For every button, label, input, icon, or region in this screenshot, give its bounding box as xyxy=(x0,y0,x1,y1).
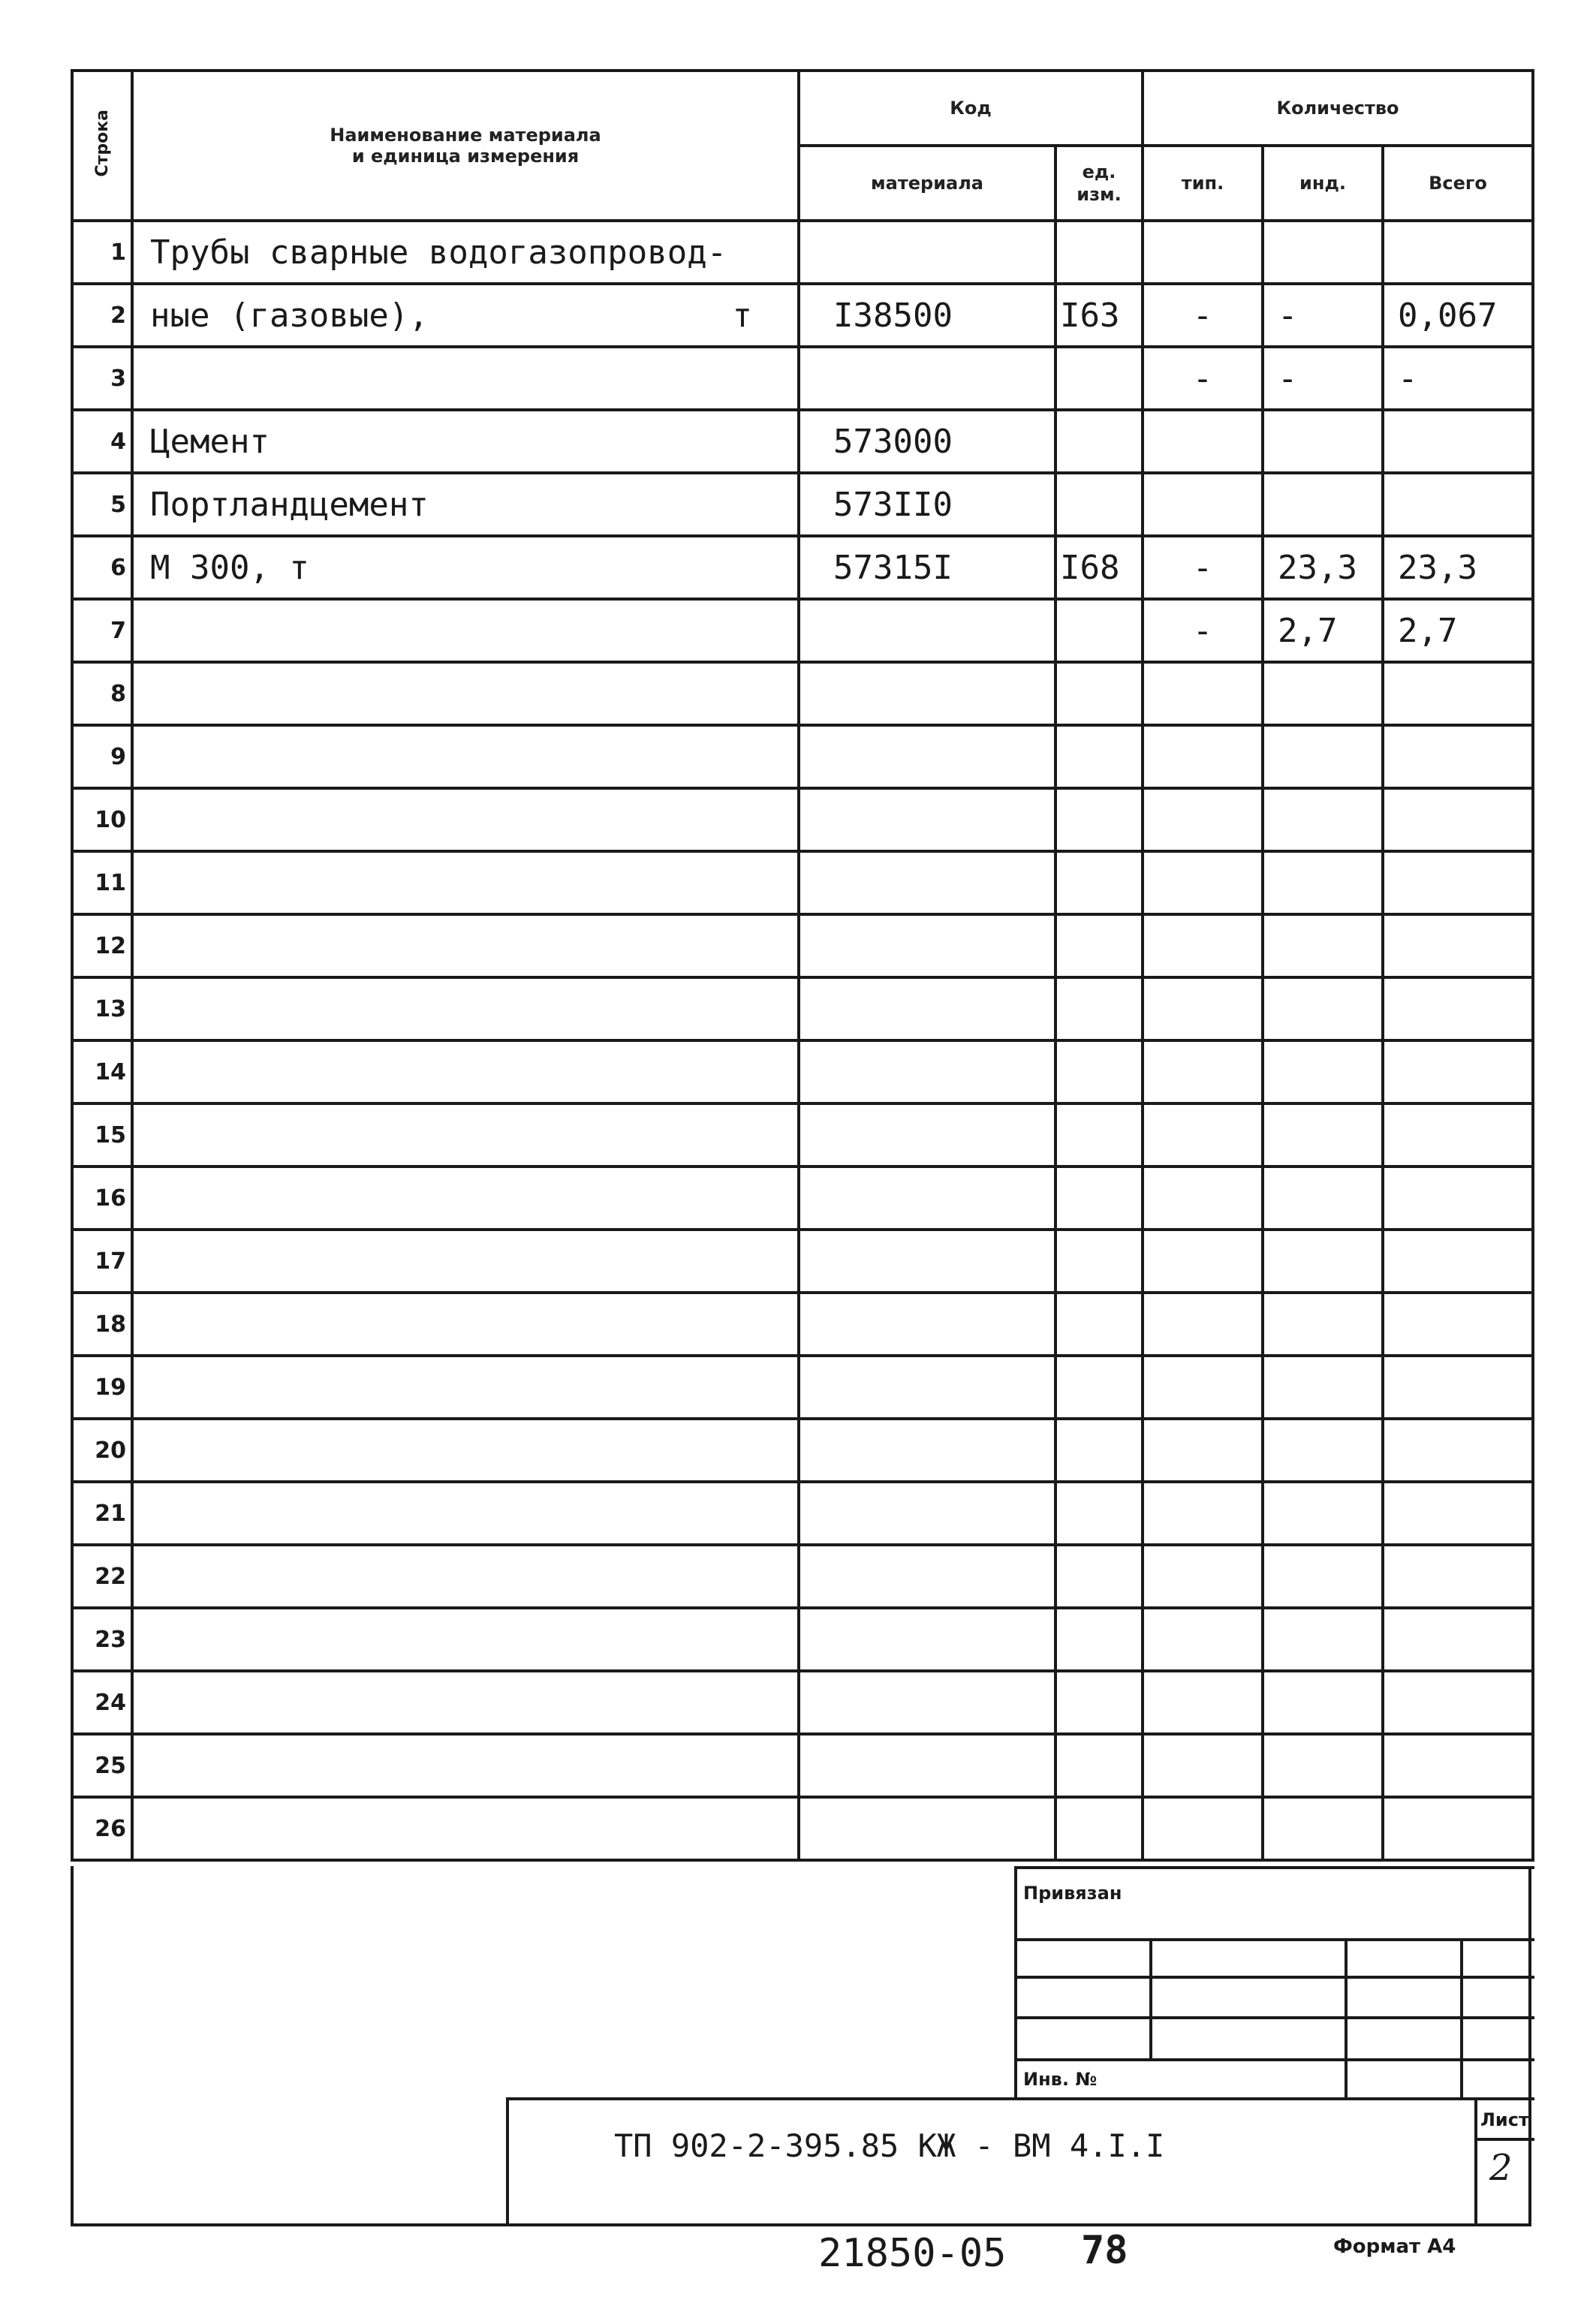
row-number: 24 xyxy=(95,1689,126,1716)
row-number: 25 xyxy=(95,1752,126,1779)
unit-code-cell xyxy=(1055,1797,1143,1860)
table-row xyxy=(72,1734,1533,1797)
sheet-number: 2 xyxy=(1489,2147,1513,2189)
table-row xyxy=(72,1419,1533,1482)
unit-code-header: ед. изм. xyxy=(1055,146,1143,221)
qty-typ-cell xyxy=(1143,851,1263,914)
table-row xyxy=(72,1482,1533,1545)
unit-code-cell xyxy=(1055,977,1143,1040)
qty-total-cell xyxy=(1383,1293,1533,1356)
quantity-group-header: Количество xyxy=(1143,71,1533,146)
row-number: 12 xyxy=(95,932,126,959)
material-name-cell xyxy=(132,599,799,662)
row-number: 13 xyxy=(95,995,126,1022)
qty-ind-cell xyxy=(1263,1419,1383,1482)
material-code-cell xyxy=(799,1482,1055,1545)
qty-total-cell xyxy=(1383,914,1533,977)
material-code-cell xyxy=(799,851,1055,914)
unit-code-cell xyxy=(1055,410,1143,473)
row-number: 3 xyxy=(110,365,126,392)
qty-total-cell xyxy=(1383,1040,1533,1103)
qty-total-cell xyxy=(1383,788,1533,851)
row-number: 8 xyxy=(110,680,126,707)
qty-ind: - xyxy=(1278,296,1298,335)
qty-ind-cell xyxy=(1263,1356,1383,1419)
unit-code-cell xyxy=(1055,662,1143,725)
material-name: Цемент xyxy=(150,422,270,461)
qty-ind-cell xyxy=(1263,536,1383,599)
qty-total: 2,7 xyxy=(1398,611,1458,650)
material-code: 573II0 xyxy=(833,485,953,524)
qty-total: 0,067 xyxy=(1398,296,1498,335)
row-number-cell xyxy=(72,410,132,473)
table-row xyxy=(72,662,1533,725)
qty-total-header: Всего xyxy=(1383,146,1533,221)
qty-typ-cell xyxy=(1143,1608,1263,1671)
table-row xyxy=(72,284,1533,347)
qty-ind-cell xyxy=(1263,851,1383,914)
row-number: 18 xyxy=(95,1311,126,1338)
material-code-cell xyxy=(799,284,1055,347)
row-number-cell xyxy=(72,1671,132,1734)
material-name-cell xyxy=(132,914,799,977)
designation-box xyxy=(506,2097,1534,2226)
qty-typ-cell xyxy=(1143,1419,1263,1482)
qty-ind-cell xyxy=(1263,473,1383,536)
table-row xyxy=(72,1103,1533,1167)
qty-ind: 23,3 xyxy=(1278,548,1357,587)
unit-code-cell xyxy=(1055,1608,1143,1671)
row-number: 2 xyxy=(110,302,126,329)
qty-total-cell xyxy=(1383,725,1533,788)
row-number-cell xyxy=(72,599,132,662)
attached-box xyxy=(1014,1866,1534,1941)
qty-typ-cell xyxy=(1143,410,1263,473)
material-code-cell xyxy=(799,1545,1055,1608)
qty-typ-cell xyxy=(1143,1797,1263,1860)
qty-total-cell xyxy=(1383,1482,1533,1545)
row-number: 11 xyxy=(95,869,126,896)
material-name-cell xyxy=(132,1293,799,1356)
qty-typ-cell xyxy=(1143,1671,1263,1734)
unit-code-cell xyxy=(1055,1545,1143,1608)
qty-ind-cell xyxy=(1263,662,1383,725)
row-number-cell xyxy=(72,1608,132,1671)
qty-total-cell xyxy=(1383,221,1533,284)
qty-total-cell xyxy=(1383,1545,1533,1608)
qty-total: 23,3 xyxy=(1398,548,1477,587)
table-body xyxy=(72,221,1533,1860)
row-number: 7 xyxy=(110,617,126,644)
material-name-cell xyxy=(132,1734,799,1797)
qty-typ-header: тип. xyxy=(1143,146,1263,221)
table-row xyxy=(72,977,1533,1040)
material-code-cell xyxy=(799,662,1055,725)
qty-ind-cell xyxy=(1263,1545,1383,1608)
material-code-cell xyxy=(799,1608,1055,1671)
material-name-cell xyxy=(132,221,799,284)
table-row xyxy=(72,1797,1533,1860)
material-code-cell xyxy=(799,1356,1055,1419)
name-header-line2: и единица измерения xyxy=(351,146,580,167)
row-number: 9 xyxy=(110,743,126,770)
qty-ind-cell xyxy=(1263,725,1383,788)
material-code: 57315I xyxy=(833,548,953,587)
material-code-cell xyxy=(799,1167,1055,1230)
material-name-cell xyxy=(132,1040,799,1103)
unit-code-cell xyxy=(1055,536,1143,599)
row-number-header: Строка xyxy=(72,71,132,221)
page-number: 78 xyxy=(1081,2228,1128,2273)
row-number-cell xyxy=(72,221,132,284)
name-header xyxy=(132,71,799,221)
row-number-cell xyxy=(72,914,132,977)
qty-typ-cell xyxy=(1143,1167,1263,1230)
qty-total-cell xyxy=(1383,1608,1533,1671)
qty-typ-cell xyxy=(1143,725,1263,788)
material-code-cell xyxy=(799,599,1055,662)
row-number-cell xyxy=(72,1545,132,1608)
row-number-cell xyxy=(72,1040,132,1103)
table-row xyxy=(72,221,1533,284)
name-header-line1: Наименование материала xyxy=(330,125,601,146)
unit-code: I63 xyxy=(1060,296,1120,335)
qty-total-cell xyxy=(1383,284,1533,347)
archive-number: 21850-05 xyxy=(818,2231,1007,2276)
row-number: 17 xyxy=(95,1248,126,1275)
qty-ind-cell xyxy=(1263,977,1383,1040)
material-code-cell xyxy=(799,221,1055,284)
material-code-cell xyxy=(799,410,1055,473)
row-number: 19 xyxy=(95,1374,126,1401)
row-number-cell xyxy=(72,1103,132,1167)
material-code-cell xyxy=(799,347,1055,410)
table-row xyxy=(72,410,1533,473)
qty-ind-cell xyxy=(1263,1230,1383,1293)
table-row xyxy=(72,725,1533,788)
unit-code-cell xyxy=(1055,599,1143,662)
qty-total: - xyxy=(1398,359,1418,398)
material-unit: т xyxy=(732,296,752,335)
unit-code-cell xyxy=(1055,1103,1143,1167)
unit-code-cell xyxy=(1055,473,1143,536)
document-designation: ТП 902-2-395.85 КЖ - ВМ 4.I.I xyxy=(614,2127,1165,2164)
qty-total-cell xyxy=(1383,536,1533,599)
material-code-cell xyxy=(799,977,1055,1040)
material-code-cell xyxy=(799,1797,1055,1860)
unit-code-cell xyxy=(1055,725,1143,788)
qty-typ-cell xyxy=(1143,977,1263,1040)
table-row xyxy=(72,1293,1533,1356)
material-name-cell xyxy=(132,851,799,914)
table-row xyxy=(72,1671,1533,1734)
row-number-cell xyxy=(72,725,132,788)
row-number-cell xyxy=(72,977,132,1040)
qty-typ: - xyxy=(1192,548,1213,587)
row-number: 22 xyxy=(95,1563,126,1590)
material-name-cell xyxy=(132,1545,799,1608)
materials-table xyxy=(71,69,1534,1862)
table-row xyxy=(72,788,1533,851)
material-name-cell xyxy=(132,410,799,473)
material-code-cell xyxy=(799,1734,1055,1797)
qty-typ-cell xyxy=(1143,473,1263,536)
material-code: I38500 xyxy=(833,296,953,335)
material-name-cell xyxy=(132,725,799,788)
qty-typ-cell xyxy=(1143,1230,1263,1293)
attached-grid xyxy=(1014,1938,1534,2061)
row-number-cell xyxy=(72,788,132,851)
table-row xyxy=(72,1545,1533,1608)
row-number-cell xyxy=(72,1230,132,1293)
qty-typ: - xyxy=(1192,359,1213,398)
row-number: 1 xyxy=(110,239,126,266)
sheet-label: Лист xyxy=(1480,2109,1529,2130)
material-code-cell xyxy=(799,788,1055,851)
row-number-cell xyxy=(72,284,132,347)
qty-typ-cell xyxy=(1143,1103,1263,1167)
row-number: 14 xyxy=(95,1058,126,1085)
table-row xyxy=(72,599,1533,662)
row-number-cell xyxy=(72,1419,132,1482)
material-name-cell xyxy=(132,347,799,410)
qty-typ-cell xyxy=(1143,662,1263,725)
material-code-cell xyxy=(799,473,1055,536)
material-code-cell xyxy=(799,1419,1055,1482)
inventory-label: Инв. № xyxy=(1023,2069,1098,2090)
unit-code-cell xyxy=(1055,1230,1143,1293)
material-name-cell xyxy=(132,1608,799,1671)
table-row xyxy=(72,1230,1533,1293)
unit-code-cell xyxy=(1055,914,1143,977)
table-row xyxy=(72,536,1533,599)
table-row xyxy=(72,851,1533,914)
qty-typ: - xyxy=(1192,611,1213,650)
material-name-cell xyxy=(132,473,799,536)
qty-total-cell xyxy=(1383,347,1533,410)
row-number-cell xyxy=(72,536,132,599)
row-number-cell xyxy=(72,1356,132,1419)
qty-ind-cell xyxy=(1263,221,1383,284)
material-name: Трубы сварные водогазопровод- xyxy=(150,233,727,272)
table-row xyxy=(72,1167,1533,1230)
unit-code: I68 xyxy=(1060,548,1120,587)
qty-typ-cell xyxy=(1143,599,1263,662)
material-code-cell xyxy=(799,914,1055,977)
qty-typ: - xyxy=(1192,296,1213,335)
qty-total-cell xyxy=(1383,1671,1533,1734)
unit-code-cell xyxy=(1055,851,1143,914)
qty-ind-cell xyxy=(1263,599,1383,662)
material-name-cell xyxy=(132,977,799,1040)
qty-total-cell xyxy=(1383,851,1533,914)
material-name-cell xyxy=(132,1103,799,1167)
qty-ind-cell xyxy=(1263,914,1383,977)
qty-typ-cell xyxy=(1143,1545,1263,1608)
qty-total-cell xyxy=(1383,1103,1533,1167)
qty-total-cell xyxy=(1383,1167,1533,1230)
table-row xyxy=(72,1608,1533,1671)
material-code-cell xyxy=(799,725,1055,788)
unit-code-cell xyxy=(1055,221,1143,284)
qty-typ-cell xyxy=(1143,1734,1263,1797)
row-number-cell xyxy=(72,1482,132,1545)
qty-total-cell xyxy=(1383,1419,1533,1482)
unit-code-cell xyxy=(1055,1671,1143,1734)
qty-ind-cell xyxy=(1263,1482,1383,1545)
material-name-cell xyxy=(132,1671,799,1734)
material-code-cell xyxy=(799,1230,1055,1293)
unit-code-cell xyxy=(1055,1734,1143,1797)
row-number-cell xyxy=(72,1734,132,1797)
format-label: Формат А4 xyxy=(1333,2235,1456,2258)
row-number: 20 xyxy=(95,1437,126,1464)
row-number: 15 xyxy=(95,1121,126,1148)
material-code-cell xyxy=(799,536,1055,599)
table-row xyxy=(72,473,1533,536)
qty-ind-cell xyxy=(1263,1167,1383,1230)
qty-typ-cell xyxy=(1143,536,1263,599)
row-number: 26 xyxy=(95,1815,126,1842)
material-name-cell xyxy=(132,1167,799,1230)
material-name: М 300, т xyxy=(150,548,309,587)
qty-total-cell xyxy=(1383,1734,1533,1797)
material-code-cell xyxy=(799,1040,1055,1103)
row-number: 16 xyxy=(95,1185,126,1212)
material-name-cell xyxy=(132,788,799,851)
qty-typ-cell xyxy=(1143,1356,1263,1419)
qty-typ-cell xyxy=(1143,914,1263,977)
material-name-cell xyxy=(132,536,799,599)
material-name-cell xyxy=(132,284,799,347)
row-number: 21 xyxy=(95,1500,126,1527)
row-number: 4 xyxy=(110,428,126,455)
qty-total-cell xyxy=(1383,1356,1533,1419)
qty-typ-cell xyxy=(1143,221,1263,284)
qty-typ-cell xyxy=(1143,284,1263,347)
unit-code-cell xyxy=(1055,1167,1143,1230)
title-block xyxy=(71,1866,1531,2226)
material-name-cell xyxy=(132,1419,799,1482)
row-number-cell xyxy=(72,1293,132,1356)
qty-total-cell xyxy=(1383,473,1533,536)
qty-typ-cell xyxy=(1143,1482,1263,1545)
material-name: ные (газовые), xyxy=(150,296,429,335)
qty-total-cell xyxy=(1383,662,1533,725)
qty-ind-cell xyxy=(1263,788,1383,851)
material-code-cell xyxy=(799,1671,1055,1734)
row-number-cell xyxy=(72,347,132,410)
row-number-cell xyxy=(72,851,132,914)
qty-ind-cell xyxy=(1263,1608,1383,1671)
table-row xyxy=(72,1356,1533,1419)
qty-ind-cell xyxy=(1263,1293,1383,1356)
material-name-cell xyxy=(132,662,799,725)
qty-ind-cell xyxy=(1263,347,1383,410)
qty-total-cell xyxy=(1383,599,1533,662)
material-code: 573000 xyxy=(833,422,953,461)
qty-typ-cell xyxy=(1143,1293,1263,1356)
unit-code-cell xyxy=(1055,1482,1143,1545)
material-code-cell xyxy=(799,1293,1055,1356)
qty-typ-cell xyxy=(1143,1040,1263,1103)
table-row xyxy=(72,347,1533,410)
qty-ind-cell xyxy=(1263,1671,1383,1734)
material-name-cell xyxy=(132,1356,799,1419)
row-number-cell xyxy=(72,662,132,725)
material-name-cell xyxy=(132,1797,799,1860)
qty-typ-cell xyxy=(1143,788,1263,851)
qty-ind-cell xyxy=(1263,1734,1383,1797)
qty-ind-cell xyxy=(1263,1797,1383,1860)
material-code-header: материала xyxy=(799,146,1055,221)
qty-total-cell xyxy=(1383,410,1533,473)
row-number: 6 xyxy=(110,554,126,581)
unit-code-cell xyxy=(1055,1293,1143,1356)
unit-code-cell xyxy=(1055,347,1143,410)
row-number-cell xyxy=(72,473,132,536)
unit-code-cell xyxy=(1055,284,1143,347)
attached-label: Привязан xyxy=(1023,1883,1122,1904)
material-code-cell xyxy=(799,1103,1055,1167)
material-name-cell xyxy=(132,1230,799,1293)
qty-ind-cell xyxy=(1263,410,1383,473)
material-name-cell xyxy=(132,1482,799,1545)
qty-ind-header: инд. xyxy=(1263,146,1383,221)
row-number-cell xyxy=(72,1797,132,1860)
qty-ind-cell xyxy=(1263,1040,1383,1103)
row-number-cell xyxy=(72,1167,132,1230)
qty-typ-cell xyxy=(1143,347,1263,410)
unit-code-cell xyxy=(1055,1419,1143,1482)
row-number: 23 xyxy=(95,1626,126,1653)
row-number: 10 xyxy=(95,806,126,833)
table-row xyxy=(72,1040,1533,1103)
qty-ind: 2,7 xyxy=(1278,611,1338,650)
material-name: Портландцемент xyxy=(150,485,429,524)
qty-ind-cell xyxy=(1263,1103,1383,1167)
table-row xyxy=(72,914,1533,977)
qty-total-cell xyxy=(1383,1797,1533,1860)
qty-ind: - xyxy=(1278,359,1298,398)
qty-total-cell xyxy=(1383,1230,1533,1293)
unit-code-cell xyxy=(1055,1040,1143,1103)
unit-code-cell xyxy=(1055,1356,1143,1419)
code-group-header: Код xyxy=(799,71,1143,146)
inventory-box xyxy=(1014,2058,1534,2100)
qty-total-cell xyxy=(1383,977,1533,1040)
unit-code-cell xyxy=(1055,788,1143,851)
qty-ind-cell xyxy=(1263,284,1383,347)
row-number: 5 xyxy=(110,491,126,518)
